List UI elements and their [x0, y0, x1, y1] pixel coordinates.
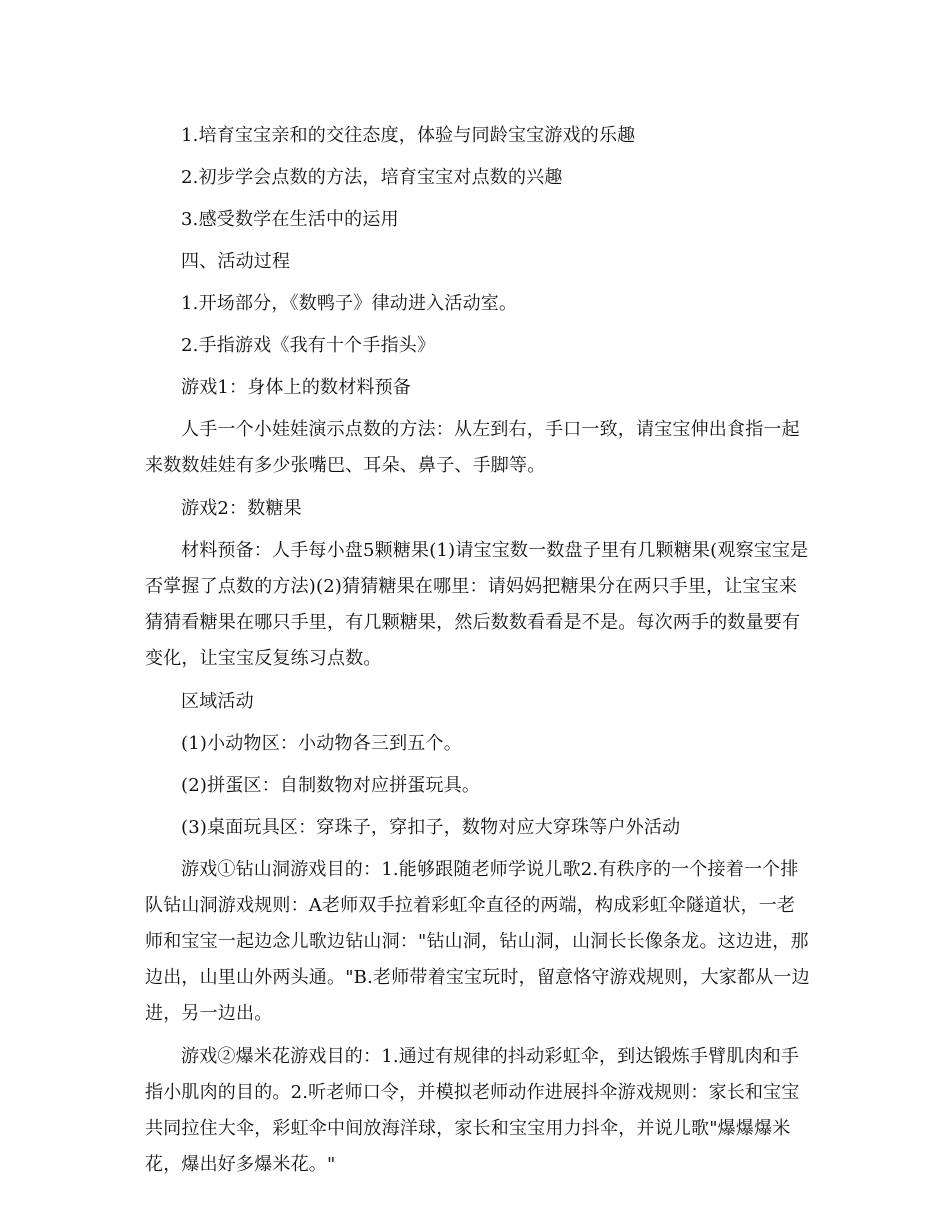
game-2-description: 材料预备：人手每小盘5颗糖果(1)请宝宝数一数盘子里有几颗糖果(观察宝宝是否掌握了点数的方法)(2)猜猜糖果在哪里：请妈妈把糖果分在两只手里，让宝宝来猜猜看糖果在哪只手里，有几颗糖果，然后数数看看是不是。每次两手的数量要有变化，让宝宝反复练习点数。 [145, 540, 809, 669]
area-activity-heading: 区域活动 [181, 691, 254, 712]
goal-3-paragraph: 3.感受数学在生活中的运用 [181, 209, 399, 230]
area-item-animal-zone: (1)小动物区：小动物各三到五个。 [181, 733, 462, 754]
game-1-title: 游戏1：身体上的数材料预备 [181, 377, 412, 398]
section-heading-activity-process: 四、活动过程 [181, 251, 291, 272]
game-2-title: 游戏2：数糖果 [181, 498, 302, 519]
goal-1-paragraph: 1.培育宝宝亲和的交往态度，体验与同龄宝宝游戏的乐趣 [181, 125, 636, 146]
step-1-paragraph: 1.开场部分，《数鸭子》律动进入活动室。 [181, 293, 518, 314]
game-tunnel-description: 游戏①钻山洞游戏目的：1.能够跟随老师学说儿歌2.有秩序的一个接着一个排队钻山洞游戏规则：A老师双手拉着彩虹伞直径的两端，构成彩虹伞隧道状，一老师和宝宝一起边念儿歌边钻山洞："钻山洞，钻山洞，山洞长长像条龙。这边进，那边出，山里山外两头通。"B.老师带着宝宝玩时，留意恪守游戏规则，大家都从一边进，另一边出。 [145, 859, 810, 1024]
game-1-description: 人手一个小娃娃演示点数的方法：从左到右，手口一致，请宝宝伸出食指一起来数数娃娃有多少张嘴巴、耳朵、鼻子、手脚等。 [145, 419, 800, 476]
step-2-paragraph: 2.手指游戏《我有十个手指头》 [181, 335, 436, 356]
area-item-table-toy-zone: (3)桌面玩具区：穿珠子，穿扣子，数物对应大穿珠等户外活动 [181, 817, 681, 838]
game-popcorn-description: 游戏②爆米花游戏目的：1.通过有规律的抖动彩虹伞，到达锻炼手臂肌肉和手指小肌肉的目的。2.听老师口令，并模拟老师动作进展抖伞游戏规则：家长和宝宝共同拉住大伞，彩虹伞中间放海洋球，家长和宝宝用力抖伞，并说儿歌"爆爆爆米花，爆出好多爆米花。" [145, 1046, 800, 1175]
area-item-egg-zone: (2)拼蛋区：自制数物对应拼蛋玩具。 [181, 775, 481, 796]
goal-2-paragraph: 2.初步学会点数的方法，培育宝宝对点数的兴趣 [181, 167, 563, 188]
document-body [145, 118, 810, 1190]
